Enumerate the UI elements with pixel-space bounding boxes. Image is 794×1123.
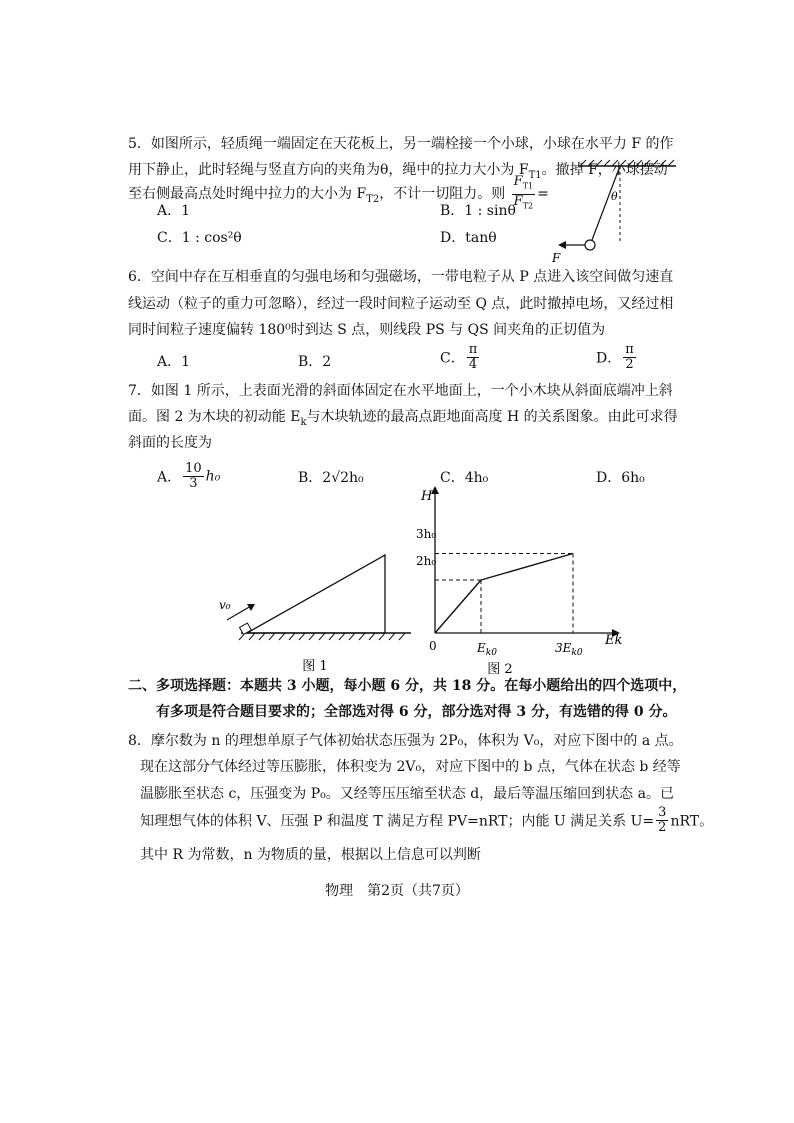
series-segment-1: [435, 580, 481, 633]
page-footer: 物理 第2页（共7页）: [325, 883, 469, 899]
q7-figure-1-incline: [205, 545, 415, 675]
q7-option-d: D．6h₀: [596, 470, 645, 486]
force-f-label: F: [552, 251, 561, 263]
figure-2-caption: 图 2: [487, 662, 513, 675]
q8-line-5: 其中 R 为常数，n 为物质的量，根据以上信息可以判断: [140, 847, 481, 863]
q7-line-1: 7．如图 1 所示，上表面光滑的斜面体固定在水平地面上，一个小木块从斜面底端冲上斜: [128, 383, 673, 399]
q7-figure-2-chart: [415, 480, 630, 675]
y-tick-3h0: 3h₀: [416, 527, 437, 541]
q5-option-b: B．1 : sinθ: [440, 203, 516, 219]
q6-option-c: C． $\frac{\pi}{4}$: [440, 342, 478, 372]
q6-line-1: 6．空间中存在互相垂直的匀强电场和匀强磁场，一带电粒子从 P 点进入该空间做匀速直: [128, 269, 674, 285]
y-tick-2h0: 2h₀: [416, 554, 437, 568]
x-tick-3ek0: $3E_{k0}$: [555, 641, 583, 658]
x-axis-label: Ek: [605, 633, 623, 648]
q8-line-2: 现在这部分气体经过等压膨胀，体积变为 2V₀，对应下图中的 b 点，气体在状态 b 经等: [140, 759, 681, 775]
q5-line-1: 5．如图所示，轻质绳一端固定在天花板上，另一端栓接一个小球，小球在水平力 F 的作: [128, 136, 674, 152]
q5-option-a: A．1: [157, 203, 191, 219]
theta-label: θ: [611, 190, 618, 203]
q7-line-2: 面。图 2 为木块的初动能 $E_k$与木块轨迹的最高点距地面高度 H 的关系图象。由此可求得: [128, 409, 678, 428]
q5-ratio-fraction: $\frac{F_{T1}}{F_{T2}}$: [513, 174, 534, 211]
q6-option-a: A．1: [157, 354, 191, 370]
series-segment-2: [481, 554, 573, 581]
q5-option-d: D．tanθ: [440, 230, 497, 246]
q5-line-3: 至右侧最高点处时绳中拉力的大小为 $F_{T2}$，不计一切阻力。则 $\frac{F_{T1}}{F_{T2}}$ =: [128, 175, 549, 213]
origin-label: 0: [429, 639, 437, 653]
v0-label: v₀: [219, 598, 231, 612]
q8-line-4: 知理想气体的体积 V、压强 P 和温度 T 满足方程 PV=nRT；内能 U 满足关系 U= $\frac{3}{2}$ nRT。: [140, 805, 714, 835]
figure-1-caption: 图 1: [302, 659, 328, 674]
q7-option-c: C．4h₀: [440, 470, 489, 486]
q5-line-2: 用下静止，此时轻绳与竖直方向的夹角为θ，绳中的拉力大小为 $F_{T1}$。撤掉 F，小球摆动: [128, 162, 668, 181]
q6-option-b: B．2: [298, 354, 332, 370]
x-tick-ek0: $E_{k0}$: [477, 641, 497, 658]
q7-option-a: A． $\frac{10}{3}$ h₀: [157, 461, 221, 491]
q8-line-1: 8．摩尔数为 n 的理想单原子气体初始状态压强为 2P₀，体积为 V₀，对应下图中的 a 点。: [128, 733, 683, 749]
q8-line-3: 温膨胀至状态 c，压强变为 P₀。又经等压压缩至状态 d，最后等温压缩回到状态 a。已: [140, 786, 674, 802]
q5-pendulum-figure: [548, 138, 678, 263]
y-axis-label: H: [421, 489, 433, 504]
section-2-heading-line-2: 有多项是符合题目要求的；全部选对得 6 分，部分选对得 3 分，有选错的得 0 分。: [156, 704, 677, 720]
q7-option-b: B．2√2h₀: [298, 470, 364, 486]
q5-option-c: C．1 : cos²θ: [157, 230, 242, 246]
section-2-heading-line-1: 二、多项选择题：本题共 3 小题，每小题 6 分，共 18 分。在每小题给出的四个选项中，: [128, 678, 687, 694]
q6-option-d: D． $\frac{\pi}{2}$: [596, 342, 634, 372]
q7-line-3: 斜面的长度为: [128, 435, 212, 451]
q6-line-3: 同时间粒子速度偏转 180⁰时到达 S 点，则线段 PS 与 QS 间夹角的正切值为: [128, 322, 606, 338]
q6-line-2: 线运动（粒子的重力可忽略），经过一段时间粒子运动至 Q 点，此时撤掉电场，又经过相: [128, 296, 674, 312]
